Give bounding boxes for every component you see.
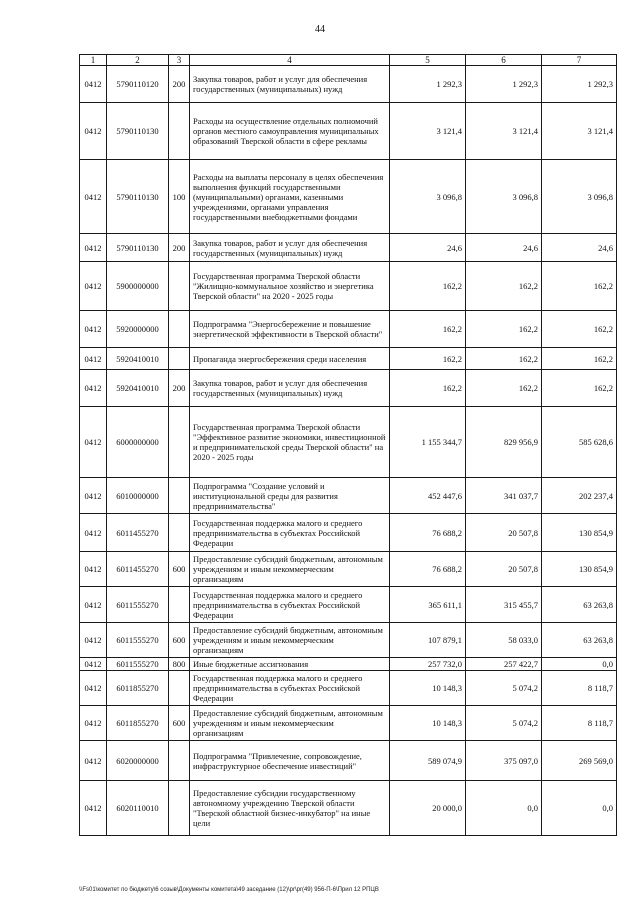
cell-section: 0412 [80,671,107,706]
table-row [80,262,617,311]
cell-target-code: 5790110130 [107,160,169,234]
cell-amount-2022: 130 854,9 [542,514,617,552]
budget-table [79,54,617,836]
cell-section: 0412 [80,587,107,623]
cell-amount-2020: 3 096,8 [390,160,466,234]
cell-target-code: 6020000000 [107,741,169,781]
cell-expense-type: 800 [169,658,190,671]
cell-expense-type: 200 [169,66,190,103]
column-header: 5 [390,55,466,66]
cell-target-code: 6000000000 [107,407,169,478]
cell-amount-2021: 0,0 [466,781,542,836]
table-row [80,658,617,671]
table-row [80,160,617,234]
cell-description: Предоставление субсидии государственному автономному учреждению Тверской области "Тверской областной бизнес-инкубатор" на иные цели [190,781,390,836]
page-number: 44 [315,24,325,35]
cell-expense-type [169,262,190,311]
cell-section: 0412 [80,552,107,587]
table-row [80,623,617,658]
cell-description: Государственная поддержка малого и среднего предпринимательства в субъектах Российской Федерации [190,587,390,623]
cell-expense-type [169,348,190,370]
cell-amount-2020: 20 000,0 [390,781,466,836]
cell-description: Пропаганда энергосбережения среди населения [190,348,390,370]
column-header: 3 [169,55,190,66]
cell-section: 0412 [80,103,107,160]
cell-description: Закупка товаров, работ и услуг для обеспечения государственных (муниципальных) нужд [190,66,390,103]
cell-expense-type: 100 [169,160,190,234]
cell-section: 0412 [80,514,107,552]
cell-expense-type [169,671,190,706]
cell-expense-type [169,478,190,514]
cell-amount-2020: 257 732,0 [390,658,466,671]
cell-amount-2022: 63 263,8 [542,587,617,623]
cell-target-code: 5790110130 [107,234,169,262]
cell-amount-2021: 162,2 [466,348,542,370]
cell-section: 0412 [80,741,107,781]
cell-description: Иные бюджетные ассигнования [190,658,390,671]
table-row [80,514,617,552]
cell-amount-2022: 162,2 [542,311,617,348]
cell-section: 0412 [80,623,107,658]
cell-expense-type [169,587,190,623]
cell-target-code: 6011455270 [107,552,169,587]
cell-target-code: 5790110130 [107,103,169,160]
table-header-row [80,55,617,66]
cell-expense-type [169,514,190,552]
cell-target-code: 6011555270 [107,623,169,658]
cell-target-code: 5920410010 [107,370,169,407]
cell-description: Государственная программа Тверской области "Эффективное развитие экономики, инвестиционной и предпринимательской среды Тверской области" на 2020 - 2025 годы [190,407,390,478]
cell-description: Предоставление субсидий бюджетным, автономным учреждениям и иным некоммерческим организациям [190,706,390,741]
cell-amount-2020: 1 155 344,7 [390,407,466,478]
cell-amount-2020: 107 879,1 [390,623,466,658]
cell-amount-2021: 341 037,7 [466,478,542,514]
cell-amount-2021: 162,2 [466,370,542,407]
cell-description: Предоставление субсидий бюджетным, автономным учреждениям и иным некоммерческим организациям [190,623,390,658]
cell-target-code: 6011455270 [107,514,169,552]
cell-amount-2022: 24,6 [542,234,617,262]
cell-section: 0412 [80,311,107,348]
cell-amount-2021: 829 956,9 [466,407,542,478]
cell-expense-type [169,741,190,781]
cell-description: Закупка товаров, работ и услуг для обеспечения государственных (муниципальных) нужд [190,370,390,407]
table-row [80,781,617,836]
cell-amount-2021: 58 033,0 [466,623,542,658]
cell-expense-type [169,103,190,160]
cell-amount-2021: 375 097,0 [466,741,542,781]
cell-amount-2022: 130 854,9 [542,552,617,587]
cell-section: 0412 [80,66,107,103]
table-row [80,478,617,514]
cell-section: 0412 [80,407,107,478]
cell-target-code: 5920000000 [107,311,169,348]
cell-expense-type: 600 [169,706,190,741]
table-row [80,66,617,103]
cell-amount-2022: 8 118,7 [542,706,617,741]
cell-section: 0412 [80,478,107,514]
cell-section: 0412 [80,262,107,311]
cell-amount-2021: 5 074,2 [466,706,542,741]
cell-section: 0412 [80,348,107,370]
cell-section: 0412 [80,706,107,741]
cell-section: 0412 [80,160,107,234]
cell-amount-2021: 1 292,3 [466,66,542,103]
cell-amount-2022: 3 121,4 [542,103,617,160]
cell-amount-2020: 162,2 [390,311,466,348]
cell-amount-2021: 3 121,4 [466,103,542,160]
cell-expense-type [169,781,190,836]
cell-amount-2022: 162,2 [542,370,617,407]
table-row [80,587,617,623]
cell-target-code: 6020110010 [107,781,169,836]
table-row [80,103,617,160]
cell-amount-2021: 162,2 [466,262,542,311]
cell-target-code: 6011555270 [107,587,169,623]
column-header: 6 [466,55,542,66]
table-row [80,234,617,262]
cell-section: 0412 [80,370,107,407]
file-path-footer: \\Fs01\комитет по бюджету\6 созыв\Документы комитета\49 заседание (12)\pr\pr(49) 956-П-6\Прил 12 РПЦВ [79,887,379,893]
cell-amount-2021: 315 455,7 [466,587,542,623]
cell-description: Подпрограмма "Энергосбережение и повышение энергетической эффективности в Тверской области" [190,311,390,348]
cell-amount-2022: 3 096,8 [542,160,617,234]
cell-amount-2022: 269 569,0 [542,741,617,781]
cell-section: 0412 [80,781,107,836]
cell-amount-2020: 1 292,3 [390,66,466,103]
table-row [80,348,617,370]
cell-description: Государственная поддержка малого и среднего предпринимательства в субъектах Российской Федерации [190,514,390,552]
cell-target-code: 6011855270 [107,671,169,706]
cell-amount-2021: 20 507,8 [466,552,542,587]
cell-target-code: 5920410010 [107,348,169,370]
cell-amount-2021: 3 096,8 [466,160,542,234]
table-row [80,706,617,741]
cell-amount-2020: 162,2 [390,262,466,311]
cell-amount-2020: 452 447,6 [390,478,466,514]
cell-amount-2020: 10 148,3 [390,671,466,706]
cell-description: Закупка товаров, работ и услуг для обеспечения государственных (муниципальных) нужд [190,234,390,262]
cell-description: Подпрограмма "Привлечение, сопровождение, инфраструктурное обеспечение инвестиций" [190,741,390,781]
cell-expense-type: 200 [169,234,190,262]
table-row [80,671,617,706]
cell-description: Государственная поддержка малого и среднего предпринимательства в субъектах Российской Федерации [190,671,390,706]
cell-section: 0412 [80,234,107,262]
cell-target-code: 6010000000 [107,478,169,514]
column-header: 2 [107,55,169,66]
cell-amount-2022: 585 628,6 [542,407,617,478]
cell-amount-2020: 589 074,9 [390,741,466,781]
cell-description: Расходы на выплаты персоналу в целях обеспечения выполнения функций государственными (муниципальными) органами, казенными учреждениями, органами управления государственными внебюджетными фондами [190,160,390,234]
cell-amount-2022: 0,0 [542,658,617,671]
cell-amount-2020: 24,6 [390,234,466,262]
cell-description: Предоставление субсидий бюджетным, автономным учреждениям и иным некоммерческим организациям [190,552,390,587]
cell-amount-2021: 257 422,7 [466,658,542,671]
column-header: 7 [542,55,617,66]
cell-amount-2020: 365 611,1 [390,587,466,623]
cell-amount-2020: 3 121,4 [390,103,466,160]
cell-amount-2021: 5 074,2 [466,671,542,706]
cell-amount-2021: 20 507,8 [466,514,542,552]
cell-expense-type [169,311,190,348]
cell-amount-2021: 162,2 [466,311,542,348]
cell-description: Подпрограмма "Создание условий и институциональной среды для развития предпринимательства" [190,478,390,514]
cell-amount-2022: 8 118,7 [542,671,617,706]
cell-target-code: 5900000000 [107,262,169,311]
table-row [80,370,617,407]
table-row [80,741,617,781]
cell-section: 0412 [80,658,107,671]
cell-amount-2022: 162,2 [542,262,617,311]
cell-amount-2022: 202 237,4 [542,478,617,514]
cell-amount-2021: 24,6 [466,234,542,262]
cell-expense-type: 600 [169,552,190,587]
cell-amount-2022: 0,0 [542,781,617,836]
cell-target-code: 6011855270 [107,706,169,741]
table-row [80,552,617,587]
cell-amount-2020: 162,2 [390,348,466,370]
cell-target-code: 5790110120 [107,66,169,103]
cell-expense-type: 200 [169,370,190,407]
column-header: 1 [80,55,107,66]
cell-target-code: 6011555270 [107,658,169,671]
cell-amount-2020: 76 688,2 [390,552,466,587]
table-row [80,311,617,348]
cell-amount-2020: 10 148,3 [390,706,466,741]
cell-amount-2022: 1 292,3 [542,66,617,103]
cell-expense-type [169,407,190,478]
column-header: 4 [190,55,390,66]
cell-description: Расходы на осуществление отдельных полномочий органов местного самоуправления муниципальных образований Тверской области в сфере рекламы [190,103,390,160]
cell-description: Государственная программа Тверской области "Жилищно-коммунальное хозяйство и энергетика Тверской области" на 2020 - 2025 годы [190,262,390,311]
cell-amount-2022: 162,2 [542,348,617,370]
cell-amount-2020: 76 688,2 [390,514,466,552]
cell-amount-2022: 63 263,8 [542,623,617,658]
cell-expense-type: 600 [169,623,190,658]
cell-amount-2020: 162,2 [390,370,466,407]
table-row [80,407,617,478]
